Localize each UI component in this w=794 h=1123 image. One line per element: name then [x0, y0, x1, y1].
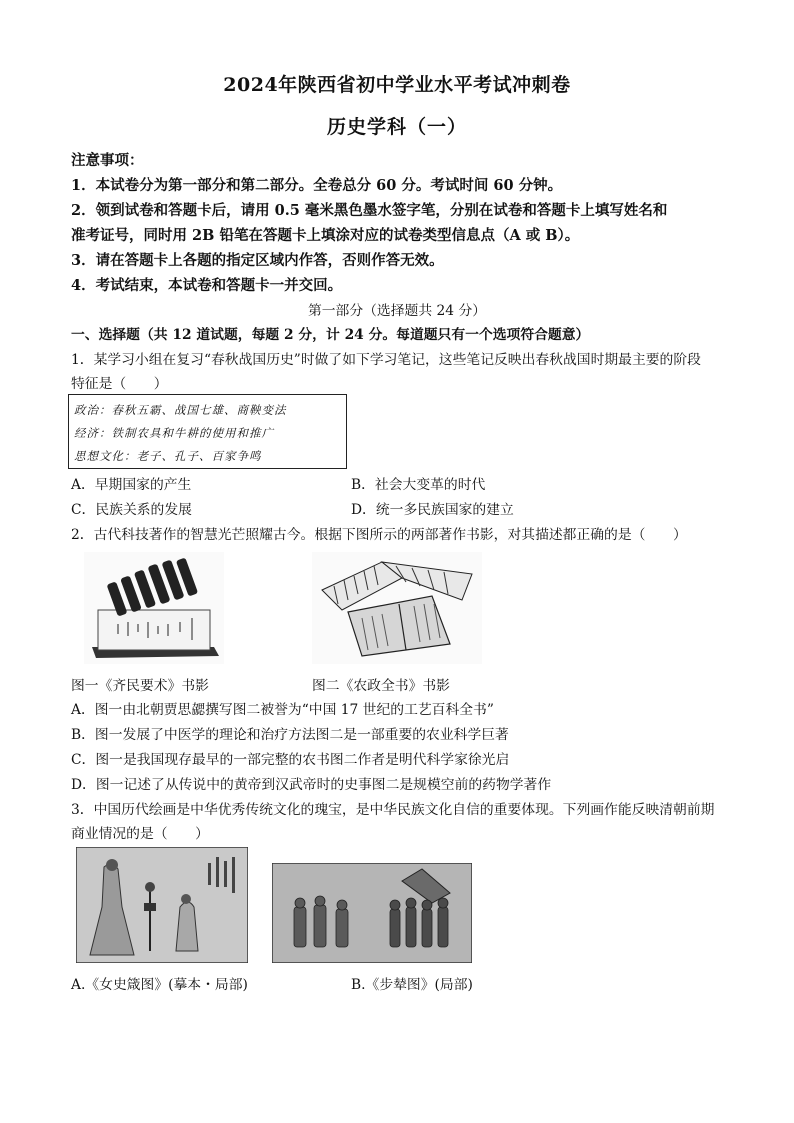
- q1-option-c: C．民族关系的发展: [71, 502, 192, 518]
- q2-option-b: B．图一发展了中医学的理论和治疗方法图二是一部重要的农业科学巨著: [71, 727, 509, 743]
- bunian-tu-painting: [272, 863, 472, 963]
- note-politics: 政治：春秋五霸、战国七雄、商鞅变法: [74, 403, 287, 417]
- q3-stem-cont: 商业情况的是（ ）: [71, 826, 209, 842]
- notes-heading: 注意事项：: [71, 152, 144, 169]
- q2-stem: 2．古代科技著作的智慧光芒照耀古今。根据下图所示的两部著作书影，对其描述都正确的是（ ）: [71, 527, 687, 543]
- note-culture: 思想文化：老子、孔子、百家争鸣: [74, 449, 262, 463]
- q2-caption-1: 图一《齐民要术》书影: [71, 678, 209, 694]
- part1-heading: 第一部分（选择题共 24 分）: [307, 303, 487, 319]
- q3-option-b: B.《步辇图》(局部): [351, 977, 473, 993]
- q2-option-c: C．图一是我国现存最早的一部完整的农书图二作者是明代科学家徐光启: [71, 752, 510, 768]
- note-economy: 经济：铁制农具和牛耕的使用和推广: [74, 426, 274, 440]
- notes-item-2b: 准考证号，同时用 2B 铅笔在答题卡上填涂对应的试卷类型信息点（A 或 B）。: [71, 227, 580, 244]
- q1-stem-cont: 特征是（ ）: [71, 376, 168, 392]
- nongzheng-quanshu-image: [312, 552, 482, 664]
- q2-option-a: A．图一由北朝贾思勰撰写图二被誉为“中国 17 世纪的工艺百科全书”: [71, 702, 494, 718]
- notes-item-4: 4．考试结束，本试卷和答题卡一并交回。: [71, 277, 343, 294]
- q1-option-a: A．早期国家的产生: [71, 477, 192, 493]
- study-notes-box: [68, 394, 347, 469]
- q1-stem: 1．某学习小组在复习“春秋战国历史”时做了如下学习笔记，这些笔记反映出春秋战国时期最主要的阶段: [71, 352, 701, 368]
- q1-option-b: B．社会大变革的时代: [351, 477, 486, 493]
- q2-option-d: D．图一记述了从传说中的黄帝到汉武帝时的史事图二是规模空前的药物学著作: [71, 777, 552, 793]
- q3-stem: 3．中国历代绘画是中华优秀传统文化的瑰宝，是中华民族文化自信的重要体现。下列画作能反映清朝前期: [71, 802, 715, 818]
- qimin-yaoshu-image: [84, 552, 224, 664]
- q3-option-a: A.《女史箴图》(摹本・局部): [71, 977, 248, 993]
- notes-item-1: 1．本试卷分为第一部分和第二部分。全卷总分 60 分。考试时间 60 分钟。: [71, 177, 563, 194]
- section-heading: 一、选择题（共 12 道试题，每题 2 分，计 24 分。每道题只有一个选项符合题意）: [71, 327, 590, 343]
- nvshi-zhentu-painting: [76, 847, 248, 963]
- notes-item-3: 3．请在答题卡上各题的指定区域内作答，否则作答无效。: [71, 252, 444, 269]
- exam-subtitle: 历史学科（一）: [326, 116, 467, 138]
- notes-item-2a: 2．领到试卷和答题卡后，请用 0.5 毫米黑色墨水签字笔，分别在试卷和答题卡上填写姓名和: [71, 202, 668, 219]
- q1-option-d: D．统一多民族国家的建立: [351, 502, 514, 518]
- exam-title: 2024年陕西省初中学业水平考试冲刺卷: [223, 74, 571, 96]
- q2-caption-2: 图二《农政全书》书影: [312, 678, 450, 694]
